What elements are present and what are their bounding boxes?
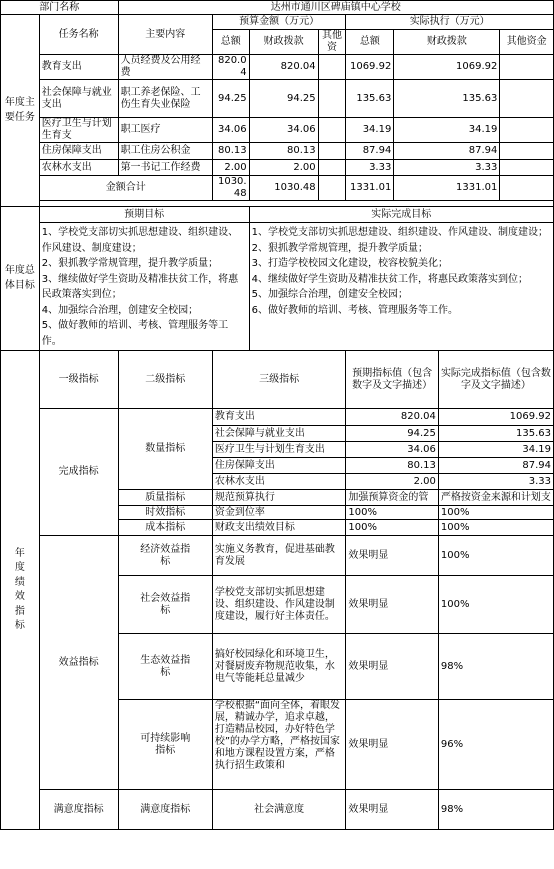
sum-budget-total: 1030.48 xyxy=(212,176,249,201)
quantity-l3: 住房保障支出 xyxy=(212,458,346,474)
expected-value-header: 预期指标值（包含数字及文字描述） xyxy=(346,351,439,409)
task-row xyxy=(1,80,554,118)
actual-fiscal-header: 财政拨款 xyxy=(394,30,500,55)
budget-total-header: 总额 xyxy=(212,30,249,55)
task-row xyxy=(1,160,554,176)
actual-fiscal: 3.33 xyxy=(394,160,500,176)
main-content-header: 主要内容 xyxy=(118,15,212,55)
benefit-row xyxy=(1,536,554,576)
quality-expected: 加强预算资金的管 xyxy=(346,490,439,506)
benefit-l3: 学校党支部切实抓思想建设、组织建设、作风建设制度建设，履行好主体责任。 xyxy=(212,576,346,634)
quality-actual: 严格按资金来源和计划支 xyxy=(438,490,553,506)
benefit-actual: 100% xyxy=(438,576,553,634)
benefit-l3: 搞好校园绿化和环境卫生，对餐厨废弃物规范收集，水电气等能耗总量减少 xyxy=(212,634,346,700)
benefit-expected: 效果明显 xyxy=(346,634,439,700)
level3-header: 三级指标 xyxy=(212,351,346,409)
quantity-l3: 医疗卫生与计划生育支出 xyxy=(212,442,346,458)
task-content: 职工住房公积金 xyxy=(118,143,212,160)
benefit-l3: 学校根据“面向全体，着眼发展，精诚办学，追求卓越，打造精品校园，办好特色学校”的办学方略，严格按国家和地方课程设置方案，严格执行招生政策和 xyxy=(212,700,346,790)
actual-other-header: 其他资金 xyxy=(500,30,554,55)
task-row xyxy=(1,143,554,160)
benefit-expected: 效果明显 xyxy=(346,700,439,790)
budget-other-header: 其他资 xyxy=(318,30,346,55)
task-name: 医疗卫生与计划生育支 xyxy=(39,118,118,143)
budget-fiscal-header: 财政拨款 xyxy=(249,30,318,55)
budget-other xyxy=(318,80,346,118)
budget-other xyxy=(318,143,346,160)
budget-other xyxy=(318,55,346,80)
task-name: 住房保障支出 xyxy=(39,143,118,160)
budget-amount-header: 预算金额（万元） xyxy=(212,15,346,30)
task-content: 第一书记工作经费 xyxy=(118,160,212,176)
sum-label: 金额合计 xyxy=(39,176,212,201)
planned-goal-text: 1、学校党支部切实抓思想建设、组织建设、作风建设、制度建设； 2、狠抓教学常规管理，提升教学质量； 3、继续做好学生资助及精准扶贫工作，将惠民政策落实到位； 4、加强综合治理，创建安全校园； 5、做好教师的培训、考核、管理服务等工作。 xyxy=(39,223,249,351)
budget-total: 820.04 xyxy=(212,55,249,80)
cost-expected: 100% xyxy=(346,520,439,536)
sum-budget-fiscal: 1030.48 xyxy=(249,176,318,201)
task-name: 社会保障与就业支出 xyxy=(39,80,118,118)
completion-indicator-label: 完成指标 xyxy=(39,409,118,536)
task-content: 职工医疗 xyxy=(118,118,212,143)
benefit-actual: 96% xyxy=(438,700,553,790)
task-sum-row xyxy=(1,176,554,201)
actual-fiscal: 34.19 xyxy=(394,118,500,143)
satisfaction-row xyxy=(1,790,554,830)
quantity-expected: 2.00 xyxy=(346,474,439,490)
annual-perf-label: 年度绩效指标 xyxy=(1,351,40,830)
actual-fiscal: 135.63 xyxy=(394,80,500,118)
quantity-indicator-label: 数量指标 xyxy=(118,409,212,490)
actual-fiscal: 1069.92 xyxy=(394,55,500,80)
cost-actual: 100% xyxy=(438,520,553,536)
budget-fiscal: 80.13 xyxy=(249,143,318,160)
budget-other xyxy=(318,118,346,143)
satisfaction-actual: 98% xyxy=(438,790,553,830)
budget-total: 34.06 xyxy=(212,118,249,143)
sum-actual-fiscal: 1331.01 xyxy=(394,176,500,201)
quantity-actual: 34.19 xyxy=(438,442,553,458)
quantity-l3: 农林水支出 xyxy=(212,474,346,490)
satisfaction-l2-label: 满意度指标 xyxy=(118,790,212,830)
quantity-actual: 1069.92 xyxy=(438,409,553,426)
quantity-row xyxy=(1,409,554,426)
actual-total: 1069.92 xyxy=(346,55,394,80)
actual-other xyxy=(500,55,554,80)
actual-other xyxy=(500,160,554,176)
timeliness-indicator-label: 时效指标 xyxy=(118,506,212,520)
benefit-indicator-label: 效益指标 xyxy=(39,536,118,790)
timeliness-actual: 100% xyxy=(438,506,553,520)
satisfaction-expected: 效果明显 xyxy=(346,790,439,830)
actual-value-header: 实际完成指标值（包含数字及文字描述） xyxy=(438,351,553,409)
quantity-expected: 34.06 xyxy=(346,442,439,458)
social-benefit-label: 社会效益指标 xyxy=(118,576,212,634)
planned-goal-header: 预期目标 xyxy=(39,207,249,223)
benefit-expected: 效果明显 xyxy=(346,576,439,634)
dept-name-label: 部门名称 xyxy=(1,1,119,15)
timeliness-l3: 资金到位率 xyxy=(212,506,346,520)
actual-total: 34.19 xyxy=(346,118,394,143)
quantity-actual: 3.33 xyxy=(438,474,553,490)
task-row xyxy=(1,55,554,80)
budget-total: 80.13 xyxy=(212,143,249,160)
task-name-header: 任务名称 xyxy=(39,15,118,55)
annual-goals-label: 年度总体目标 xyxy=(1,207,40,351)
actual-total-header: 总额 xyxy=(346,30,394,55)
task-row xyxy=(1,118,554,143)
budget-total: 2.00 xyxy=(212,160,249,176)
economic-benefit-label: 经济效益指标 xyxy=(118,536,212,576)
sustainability-benefit-label: 可持续影响指标 xyxy=(118,700,212,790)
quantity-actual: 87.94 xyxy=(438,458,553,474)
benefit-l3: 实施义务教育，促进基础教育发展 xyxy=(212,536,346,576)
cost-indicator-label: 成本指标 xyxy=(118,520,212,536)
task-name: 农林水支出 xyxy=(39,160,118,176)
quality-l3: 规范预算执行 xyxy=(212,490,346,506)
task-content: 职工养老保险、工伤生育失业保险 xyxy=(118,80,212,118)
benefit-expected: 效果明显 xyxy=(346,536,439,576)
quantity-l3: 教育支出 xyxy=(212,409,346,426)
satisfaction-l3: 社会满意度 xyxy=(212,790,346,830)
actual-goal-header: 实际完成目标 xyxy=(249,207,553,223)
quantity-actual: 135.63 xyxy=(438,426,553,442)
sum-actual-total: 1331.01 xyxy=(346,176,394,201)
budget-fiscal: 34.06 xyxy=(249,118,318,143)
budget-total: 94.25 xyxy=(212,80,249,118)
actual-total: 3.33 xyxy=(346,160,394,176)
actual-total: 135.63 xyxy=(346,80,394,118)
budget-fiscal: 94.25 xyxy=(249,80,318,118)
sum-actual-other xyxy=(500,176,554,201)
budget-fiscal: 820.04 xyxy=(249,55,318,80)
benefit-actual: 98% xyxy=(438,634,553,700)
cost-l3: 财政支出绩效目标 xyxy=(212,520,346,536)
ecological-benefit-label: 生态效益指标 xyxy=(118,634,212,700)
annual-tasks-label: 年度主要任务 xyxy=(1,15,40,207)
actual-goal-text: 1、学校党支部切实抓思想建设、组织建设、作风建设、制度建设； 2、狠抓教学常规管理，提升教学质量； 3、打造学校校园文化建设，校容校貌美化； 4、继续做好学生资助及精准扶贫工作，将惠民政策落实到位； 5、加强综合治理，创建安全校园； 6、做好教师的培训、考核、管理服务等工作。 xyxy=(249,223,553,351)
actual-other xyxy=(500,118,554,143)
quantity-expected: 94.25 xyxy=(346,426,439,442)
sum-budget-other xyxy=(318,176,346,201)
timeliness-expected: 100% xyxy=(346,506,439,520)
satisfaction-l1-label: 满意度指标 xyxy=(39,790,118,830)
quantity-l3: 社会保障与就业支出 xyxy=(212,426,346,442)
quantity-expected: 80.13 xyxy=(346,458,439,474)
benefit-actual: 100% xyxy=(438,536,553,576)
actual-total: 87.94 xyxy=(346,143,394,160)
actual-other xyxy=(500,80,554,118)
actual-execution-header: 实际执行（万元） xyxy=(346,15,554,30)
budget-fiscal: 2.00 xyxy=(249,160,318,176)
task-name: 教育支出 xyxy=(39,55,118,80)
actual-other xyxy=(500,143,554,160)
level2-header: 二级指标 xyxy=(118,351,212,409)
dept-name-value: 达州市通川区碑庙镇中心学校 xyxy=(118,1,553,15)
actual-fiscal: 87.94 xyxy=(394,143,500,160)
task-content: 人员经费及公用经费 xyxy=(118,55,212,80)
quality-indicator-label: 质量指标 xyxy=(118,490,212,506)
quantity-expected: 820.04 xyxy=(346,409,439,426)
budget-other xyxy=(318,160,346,176)
level1-header: 一级指标 xyxy=(39,351,118,409)
